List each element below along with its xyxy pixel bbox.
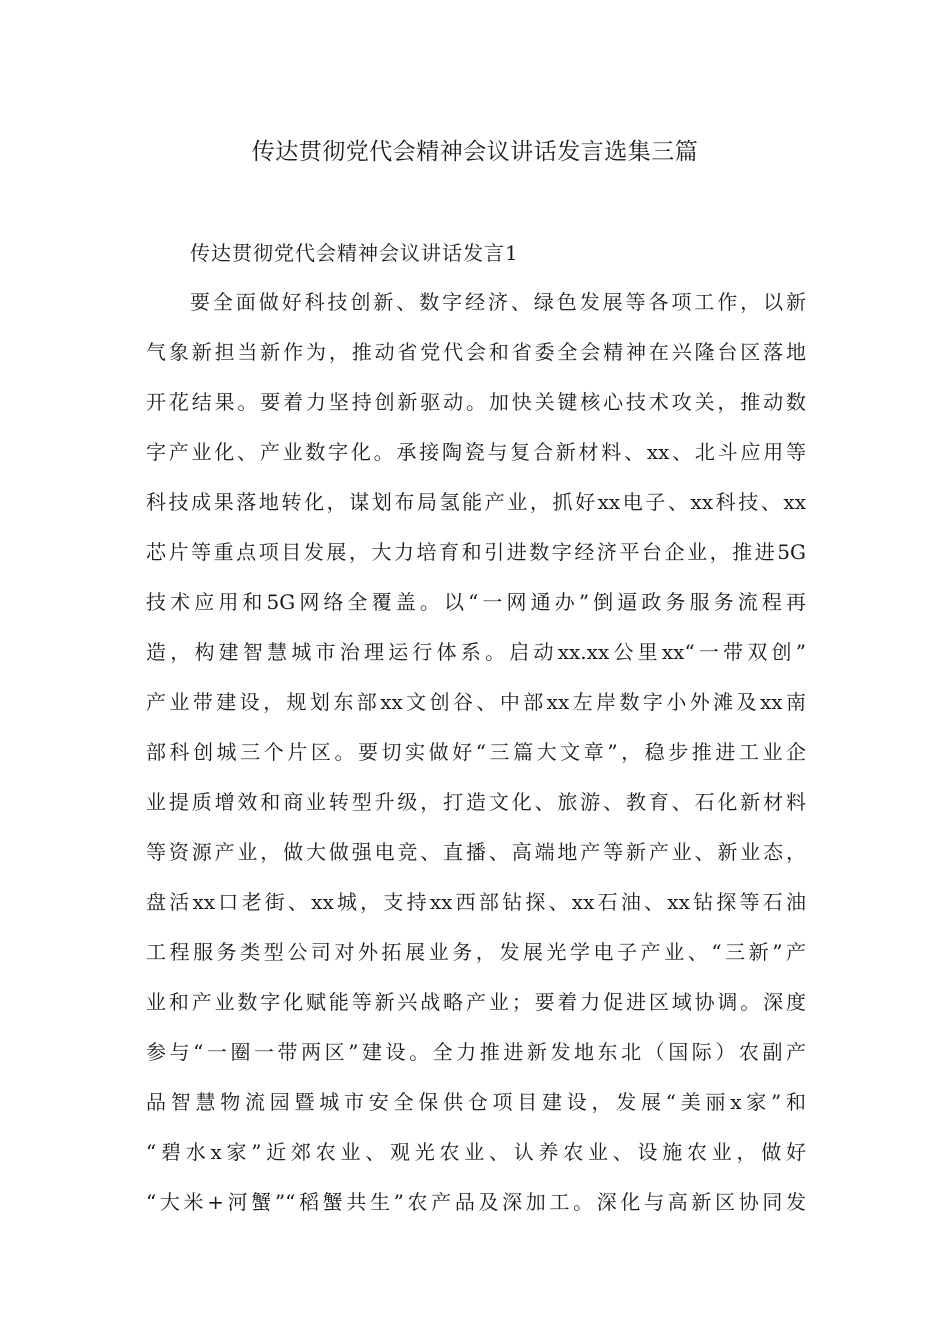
document-title: 传达贯彻党代会精神会议讲话发言选集三篇 — [251, 139, 699, 165]
paragraph-line: 开花结果。要着力坚持创新驱动。加快关键核心技术攻关，推动数 — [146, 390, 806, 414]
paragraph-line: 品智慧物流园暨城市安全保供仓项目建设，发展“美丽x家”和 — [146, 1090, 806, 1114]
paragraph-line: “大米+河蟹”“稻蟹共生”农产品及深加工。深化与高新区协同发 — [146, 1190, 806, 1214]
paragraph-line: 盘活xx口老街、xx城，支持xx西部钻探、xx石油、xx钻探等石油 — [146, 890, 806, 914]
paragraph-line: 技术应用和5G网络全覆盖。以“一网通办”倒逼政务服务流程再 — [146, 590, 806, 614]
section-heading: 传达贯彻党代会精神会议讲话发言1 — [190, 241, 519, 265]
paragraph-line: 等资源产业，做大做强电竞、直播、高端地产等新产业、新业态， — [146, 840, 806, 864]
paragraph-line: 业和产业数字化赋能等新兴战略产业；要着力促进区域协调。深度 — [146, 990, 806, 1014]
paragraph-line: 产业带建设，规划东部xx文创谷、中部xx左岸数字小外滩及xx南 — [146, 690, 806, 714]
paragraph-line: 业提质增效和商业转型升级，打造文化、旅游、教育、石化新材料 — [146, 790, 806, 814]
paragraph-line: 气象新担当新作为，推动省党代会和省委全会精神在兴隆台区落地 — [146, 340, 806, 364]
paragraph-line: 参与“一圈一带两区”建设。全力推进新发地东北（国际）农副产 — [146, 1040, 806, 1064]
paragraph-line: “碧水x家”近郊农业、观光农业、认养农业、设施农业，做好 — [146, 1140, 806, 1164]
paragraph-line: 部科创城三个片区。要切实做好“三篇大文章”，稳步推进工业企 — [146, 740, 806, 764]
paragraph-line: 字产业化、产业数字化。承接陶瓷与复合新材料、xx、北斗应用等 — [146, 440, 806, 464]
paragraph-line: 科技成果落地转化，谋划布局氢能产业，抓好xx电子、xx科技、xx — [146, 490, 806, 514]
paragraph-line: 工程服务类型公司对外拓展业务，发展光学电子产业、“三新”产 — [146, 940, 806, 964]
paragraph-line: 造，构建智慧城市治理运行体系。启动xx.xx公里xx“一带双创” — [146, 640, 806, 664]
paragraph-line: 要全面做好科技创新、数字经济、绿色发展等各项工作，以新 — [190, 290, 806, 314]
paragraph-line: 芯片等重点项目发展，大力培育和引进数字经济平台企业，推进5G — [146, 540, 806, 564]
body-paragraph — [146, 284, 806, 1234]
